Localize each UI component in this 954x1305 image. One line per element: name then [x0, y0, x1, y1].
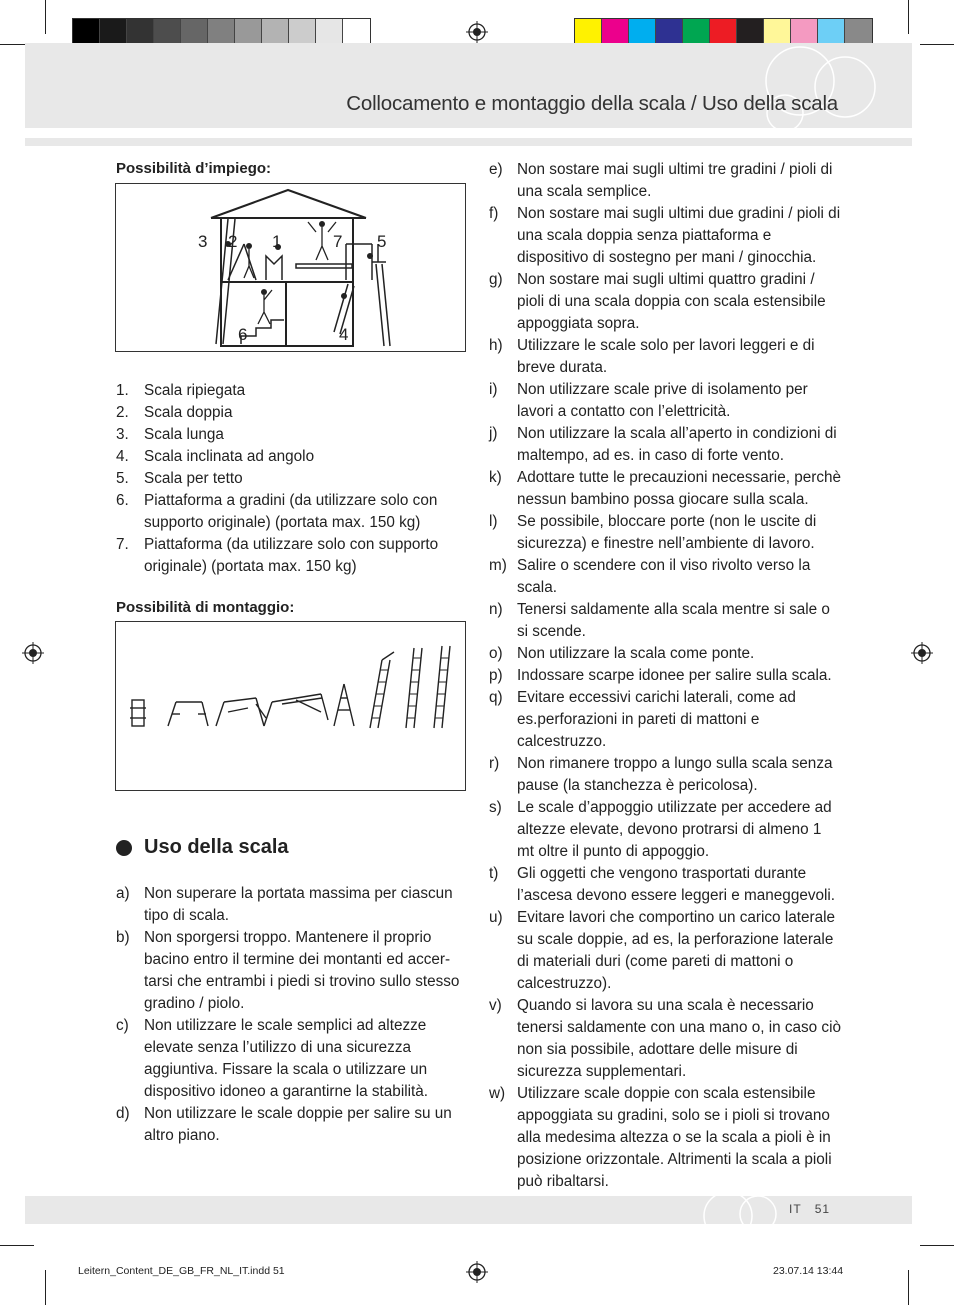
usage-list — [116, 380, 464, 578]
list-text: Non utilizzare scale prive di isolamento per lavori a contatto con l’elettricità. — [517, 381, 808, 420]
list-text: Non utilizzare le scale semplici ad altezze elevate senza l’utilizzo di una sicurezza aggiuntiva. Fissare la scala o utilizzare un dispositivo idoneo a garantirne la stabilità. — [144, 1017, 429, 1100]
list-marker: m) — [489, 557, 507, 574]
rule-item — [489, 1083, 841, 1193]
list-text: Scala inclinata ad angolo — [144, 448, 315, 465]
bullet-icon — [116, 840, 132, 856]
list-text: Non rimanere troppo a lungo sulla scala senza pause (la stanchezza è pericolosa). — [517, 755, 833, 794]
rule-item — [489, 665, 841, 687]
registration-mark-icon — [911, 642, 933, 664]
list-text: Utilizzare scale doppie con scala estensibile appoggiata su gradini, solo se i pioli si trovano alla medesima altezza o se la scala a pioli è in posizione orizzontale. Altrimenti la scala a pioli può ribaltarsi. — [517, 1085, 832, 1190]
list-marker: r) — [489, 755, 500, 772]
list-text: Non sporgersi troppo. Mantenere il proprio bacino entro il termine dei montanti ed accer-tarsi che entrambi i piedi si trovino sullo stesso gradino / piolo. — [144, 929, 460, 1012]
list-text: Non superare la portata massima per ciascun tipo di scala. — [144, 885, 453, 924]
figure-label: 3 — [198, 232, 208, 251]
rule-item — [489, 423, 841, 467]
usage-list-item — [116, 424, 464, 446]
list-marker: j) — [489, 425, 498, 442]
list-text: Adottare tutte le precauzioni necessarie, perchè nessun bambino possa giocare sulla scala. — [517, 469, 841, 508]
decorative-circles-icon — [700, 1186, 780, 1226]
registration-mark-icon — [466, 21, 488, 43]
list-marker: 1. — [116, 382, 129, 399]
list-text: Scala lunga — [144, 426, 224, 443]
list-marker: h) — [489, 337, 503, 354]
list-text: Non sostare mai sugli ultimi tre gradini / pioli di una scala semplice. — [517, 161, 833, 200]
header-divider — [25, 138, 912, 146]
ladder-configurations-illustration — [116, 622, 465, 790]
figure-label: 5 — [377, 232, 387, 251]
usage-figure — [115, 183, 466, 352]
list-marker: 7. — [116, 536, 129, 553]
usage-list-item — [116, 446, 464, 468]
list-text: Non sostare mai sugli ultimi quattro gradini / pioli di una scala doppia con scala estensibile appoggiata sopra. — [517, 271, 826, 332]
rules-right-list — [489, 159, 841, 1193]
registration-mark-icon — [466, 1261, 488, 1283]
rule-item — [489, 335, 841, 379]
list-marker: v) — [489, 997, 502, 1014]
list-text: Non utilizzare la scala come ponte. — [517, 645, 755, 662]
rule-item — [489, 467, 841, 511]
crop-mark-bottom-left-h — [0, 1245, 34, 1246]
list-text: Indossare scarpe idonee per salire sulla scala. — [517, 667, 832, 684]
list-text: Evitare lavori che comportino un carico laterale su scale doppie, ad es, la perforazione laterale di materiali duri (come pareti di mattoni o calcestruzzo). — [517, 909, 835, 992]
rule-item — [116, 883, 466, 927]
rule-item — [489, 555, 841, 599]
usage-list-item — [116, 534, 464, 578]
list-marker: 5. — [116, 470, 129, 487]
list-marker: o) — [489, 645, 503, 662]
list-marker: e) — [489, 161, 503, 178]
list-text: Quando si lavora su una scala è necessario tenersi saldamente con una mano o, in caso ciò non sia possibile, adottare delle misure di sicurezza supplementari. — [517, 997, 841, 1080]
usage-list-item — [116, 468, 464, 490]
crop-mark-top-right-v — [908, 0, 909, 34]
list-marker: w) — [489, 1085, 506, 1102]
list-text: Gli oggetti che vengono trasportati durante l’ascesa devono essere leggeri e maneggevoli. — [517, 865, 836, 904]
list-text: Tenersi saldamente alla scala mentre si sale o si scende. — [517, 601, 830, 640]
figure-label: 7 — [333, 232, 343, 251]
list-marker: u) — [489, 909, 503, 926]
list-marker: l) — [489, 513, 498, 530]
list-marker: 3. — [116, 426, 129, 443]
crop-mark-top-right-h — [920, 44, 954, 45]
list-marker: t) — [489, 865, 499, 882]
list-marker: 6. — [116, 492, 129, 509]
figure-label: 2 — [228, 232, 238, 251]
language-code: IT — [789, 1202, 802, 1216]
rule-item — [116, 1103, 466, 1147]
list-text: Evitare eccessivi carichi laterali, come ad es.perforazioni in pareti di mattoni e calcestruzzo. — [517, 689, 796, 750]
section-title: Uso della scala — [144, 836, 289, 858]
list-text: Non utilizzare la scala all’aperto in condizioni di maltempo, ad es. in caso di forte vento. — [517, 425, 837, 464]
list-text: Non sostare mai sugli ultimi due gradini / pioli di una scala doppia senza piattaforma e dispositivo di sostegno per mani / ginocchia. — [517, 205, 841, 266]
list-text: Non utilizzare le scale doppie per salire su un altro piano. — [144, 1105, 452, 1144]
rule-item — [489, 599, 841, 643]
section-heading — [116, 836, 289, 859]
list-marker: q) — [489, 689, 503, 706]
rule-item — [489, 511, 841, 555]
list-text: Le scale d’appoggio utilizzate per accedere ad altezze elevate, devono protrarsi di almeno 1 mt oltre il punto di appoggio. — [517, 799, 832, 860]
rule-item — [489, 753, 841, 797]
figure-label: 1 — [272, 232, 282, 251]
list-marker: c) — [116, 1017, 129, 1034]
rule-item — [489, 379, 841, 423]
rule-item — [489, 907, 841, 995]
file-slug: Leitern_Content_DE_GB_FR_NL_IT.indd 51 — [78, 1265, 285, 1277]
list-text: Scala per tetto — [144, 470, 243, 487]
usage-list-item — [116, 490, 464, 534]
list-marker: k) — [489, 469, 502, 486]
assembly-heading: Possibilità di montaggio: — [116, 599, 295, 616]
rules-left-list — [116, 883, 466, 1147]
list-text: Piattaforma (da utilizzare solo con supporto originale) (portata max. 150 kg) — [144, 536, 439, 575]
assembly-figure — [115, 621, 466, 791]
date-slug: 23.07.14 13:44 — [773, 1265, 844, 1277]
list-text: Salire o scendere con il viso rivolto verso la scala. — [517, 557, 811, 596]
crop-mark-top-left-v — [45, 0, 46, 34]
rule-item — [489, 797, 841, 863]
rule-item — [489, 159, 841, 203]
list-marker: a) — [116, 885, 130, 902]
list-text: Utilizzare le scale solo per lavori leggeri e di breve durata. — [517, 337, 815, 376]
crop-mark-bottom-right-h — [920, 1245, 954, 1246]
list-text: Piattaforma a gradini (da utilizzare solo con supporto originale) (portata max. 150 kg) — [144, 492, 438, 531]
figure-label: 4 — [339, 325, 349, 344]
rule-item — [489, 863, 841, 907]
list-marker: p) — [489, 667, 503, 684]
rule-item — [116, 1015, 466, 1103]
list-marker: f) — [489, 205, 499, 222]
list-marker: b) — [116, 929, 130, 946]
list-text: Scala ripiegata — [144, 382, 246, 399]
list-marker: 2. — [116, 404, 129, 421]
list-text: Scala doppia — [144, 404, 233, 421]
rule-item — [489, 269, 841, 335]
list-marker: d) — [116, 1105, 130, 1122]
usage-list-item — [116, 380, 464, 402]
list-marker: 4. — [116, 448, 129, 465]
crop-mark-bottom-left-v — [45, 1270, 46, 1305]
page-number-value: 51 — [814, 1202, 831, 1216]
list-marker: i) — [489, 381, 498, 398]
page-title: Collocamento e montaggio della scala / Uso della scala — [346, 92, 838, 115]
page-number — [789, 1202, 830, 1216]
list-marker: g) — [489, 271, 503, 288]
registration-mark-icon — [22, 642, 44, 664]
usage-list-item — [116, 402, 464, 424]
figure-label: 6 — [238, 325, 248, 344]
usage-heading: Possibilità d’impiego: — [116, 160, 272, 177]
rule-item — [489, 995, 841, 1083]
list-marker: s) — [489, 799, 502, 816]
rule-item — [116, 927, 466, 1015]
list-text: Se possibile, bloccare porte (non le uscite di sicurezza) e finestre nell’ambiente di lavoro. — [517, 513, 817, 552]
rule-item — [489, 643, 841, 665]
crop-mark-bottom-right-v — [908, 1270, 909, 1305]
rule-item — [489, 687, 841, 753]
rule-item — [489, 203, 841, 269]
house-illustration — [116, 184, 465, 351]
list-marker: n) — [489, 601, 503, 618]
